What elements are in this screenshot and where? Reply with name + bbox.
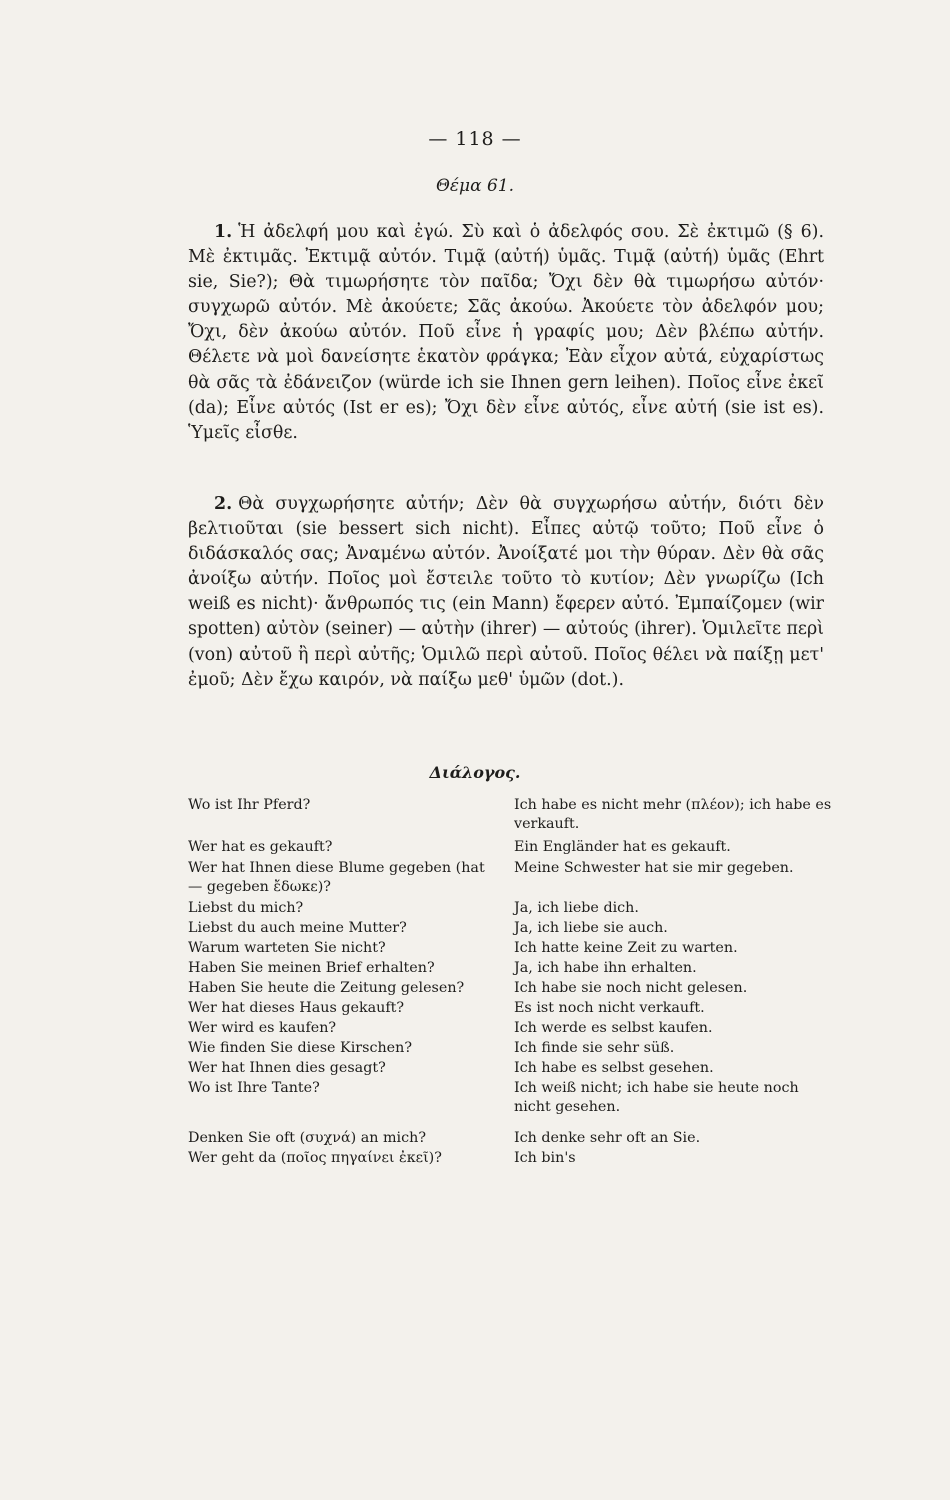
dialog-question: Wie finden Sie diese Kirschen? (188, 1040, 413, 1056)
dialog-question: Wer wird es kaufen? (188, 1020, 337, 1036)
dialog-question: Wer hat dieses Haus gekauft? (188, 1000, 405, 1016)
dialog-question: Warum warteten Sie nicht? (188, 940, 386, 956)
dialog-answer: Ich habe sie noch nicht gelesen. (514, 980, 748, 996)
dialog-answer: Ich finde sie sehr süß. (514, 1040, 675, 1056)
exercise-paragraph-2 (188, 492, 824, 693)
dialog-question: Haben Sie heute die Zeitung gelesen? (188, 980, 465, 996)
dialog-question: Wer hat es gekauft? (188, 839, 333, 855)
dialog-question: Wer geht da (ποῖος πηγαίνει ἐκεῖ)? (188, 1150, 442, 1166)
dialog-answer: Ich hatte keine Zeit zu warten. (514, 940, 738, 956)
dialog-answer: Ja, ich liebe dich. (514, 900, 639, 916)
dialog-question: Liebst du mich? (188, 900, 304, 916)
dialog-answer: Es ist noch nicht verkauft. (514, 1000, 705, 1016)
dialog-title: Διάλογος. (429, 763, 521, 782)
section-title: Θέμα 61. (435, 176, 515, 196)
paragraph-number: 1. (214, 222, 233, 242)
paragraph-text: Θὰ συγχωρήσητε αὐτήν; Δὲν θὰ συγχωρήσω αὐτήν, διότι δὲν βελτιοῦται (sie bessert sich nicht). Εἶπες αὐτῷ τοῦτο; Ποῦ εἶνε ὁ διδάσκαλός σας; Ἀναμένω αὐτόν. Ἀνοίξατέ μοι τὴν θύραν. Δὲν θὰ σᾶς ἀνοίξω αὐτήν. Ποῖος μοὶ ἔστειλε τοῦτο τὸ κυτίον; Δὲν γνωρίζω (Ich weiß es nicht)· ἄνθρωπός τις (ein Mann) ἔφερεν αὐτό. Ἐμπαίζομεν (wir spotten) αὐτὸν (seiner) — αὐτὴν (ihrer) — αὐτούς (ihrer). Ὁμιλεῖτε περὶ (von) αὐτοῦ ἢ περὶ αὐτῆς; Ὁμιλῶ περὶ αὐτοῦ. Ποῖος θέλει νὰ παίξῃ μετ' ἐμοῦ; Δὲν ἔχω καιρόν, νὰ παίξω μεθ' ὑμῶν (dot.). (188, 494, 824, 690)
dialog-question: Haben Sie meinen Brief erhalten? (188, 960, 435, 976)
dialog-answer: Ich bin's (514, 1150, 576, 1166)
dialog-answer: Ich habe es nicht mehr (πλέον); ich habe es verkauft. (514, 797, 832, 833)
dialog-question: Wer hat Ihnen diese Blume gegeben (hat — gegeben ἔδωκε)? (188, 860, 485, 896)
dialog-question: Wer hat Ihnen dies gesagt? (188, 1060, 386, 1076)
dialog-answer: Ich weiß nicht; ich habe sie heute noch nicht gesehen. (514, 1080, 799, 1116)
page-number: — 118 — (428, 128, 522, 150)
dialog-answer: Ein Engländer hat es gekauft. (514, 839, 731, 855)
dialog-question: Denken Sie oft (συχνά) an mich? (188, 1130, 427, 1146)
exercise-paragraph-1 (188, 220, 824, 446)
paragraph-text: Ἡ ἀδελφή μου καὶ ἐγώ. Σὺ καὶ ὁ ἀδελφός σου. Σὲ ἐκτιμῶ (§ 6). Μὲ ἐκτιμᾶς. Ἐκτιμᾷ αὐτόν. Τιμᾷ (αὐτή) ὑμᾶς. Τιμᾷ (αὐτή) ὑμᾶς (Ehrt sie, Sie?); Θὰ τιμωρήσητε τὸν παῖδα; Ὄχι δὲν θὰ τιμωρήσω αὐτόν· συγχωρῶ αὐτόν. Μὲ ἀκούετε; Σᾶς ἀκούω. Ἀκούετε τὸν ἀδελφόν μου; Ὄχι, δὲν ἀκούω αὐτόν. Ποῦ εἶνε ἡ γραφίς μου; Δὲν βλέπω αὐτήν. Θέλετε νὰ μοὶ δανείσητε ἑκατὸν φράγκα; Ἐὰν εἶχον αὐτά, εὐχαρίστως θὰ σᾶς τὰ ἐδάνειζον (würde ich sie Ihnen gern leihen). Ποῖος εἶνε ἐκεῖ (da); Εἶνε αὐτός (Ist er es); Ὄχι δὲν εἶνε αὐτός, εἶνε αὐτή (sie ist es). Ὑμεῖς εἶσθε. (188, 222, 824, 443)
dialog-answer: Ja, ich liebe sie auch. (514, 920, 668, 936)
paragraph-number: 2. (214, 494, 233, 514)
dialog-answer: Ja, ich habe ihn erhalten. (514, 960, 697, 976)
dialog-answer: Ich werde es selbst kaufen. (514, 1020, 713, 1036)
dialog-question: Wo ist Ihr Pferd? (188, 797, 311, 813)
dialog-answer: Ich habe es selbst gesehen. (514, 1060, 714, 1076)
dialog-answer: Ich denke sehr oft an Sie. (514, 1130, 701, 1146)
dialog-answer: Meine Schwester hat sie mir gegeben. (514, 860, 794, 876)
dialog-question: Liebst du auch meine Mutter? (188, 920, 407, 936)
dialog-question: Wo ist Ihre Tante? (188, 1080, 320, 1096)
